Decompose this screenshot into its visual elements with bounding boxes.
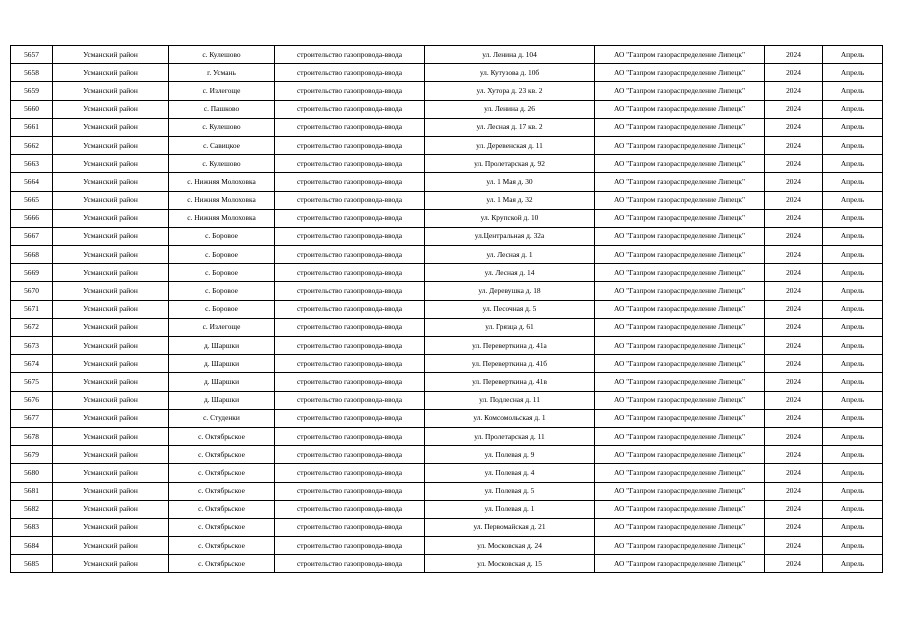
address-cell: ул. Ленина д. 104: [425, 46, 595, 64]
organization-cell: АО "Газпром газораспределение Липецк": [595, 391, 765, 409]
work-type-cell: строительство газопровода-ввода: [275, 464, 425, 482]
work-type-cell: строительство газопровода-ввода: [275, 300, 425, 318]
year-cell: 2024: [765, 391, 823, 409]
month-cell: Апрель: [823, 282, 883, 300]
settlement-cell: с. Пашково: [169, 100, 275, 118]
month-cell: Апрель: [823, 300, 883, 318]
table-row: [11, 82, 883, 100]
table-row: [11, 155, 883, 173]
district-cell: Усманский район: [53, 500, 169, 518]
work-type-cell: строительство газопровода-ввода: [275, 100, 425, 118]
row-number-cell: 5670: [11, 282, 53, 300]
month-cell: Апрель: [823, 537, 883, 555]
organization-cell: АО "Газпром газораспределение Липецк": [595, 209, 765, 227]
month-cell: Апрель: [823, 246, 883, 264]
table-row: [11, 427, 883, 445]
year-cell: 2024: [765, 318, 823, 336]
settlement-cell: с. Октябрьское: [169, 446, 275, 464]
year-cell: 2024: [765, 155, 823, 173]
organization-cell: АО "Газпром газораспределение Липецк": [595, 191, 765, 209]
row-number-cell: 5677: [11, 409, 53, 427]
settlement-cell: с. Нижняя Молоховка: [169, 173, 275, 191]
month-cell: Апрель: [823, 464, 883, 482]
settlement-cell: с. Савицкое: [169, 136, 275, 154]
address-cell: ул. Полевая д. 1: [425, 500, 595, 518]
row-number-cell: 5661: [11, 118, 53, 136]
address-cell: ул. Деревенская д. 11: [425, 136, 595, 154]
work-type-cell: строительство газопровода-ввода: [275, 318, 425, 336]
month-cell: Апрель: [823, 209, 883, 227]
row-number-cell: 5676: [11, 391, 53, 409]
work-type-cell: строительство газопровода-ввода: [275, 373, 425, 391]
district-cell: Усманский район: [53, 173, 169, 191]
table-row: [11, 446, 883, 464]
district-cell: Усманский район: [53, 64, 169, 82]
settlement-cell: с. Октябрьское: [169, 482, 275, 500]
settlement-cell: с. Кулешово: [169, 155, 275, 173]
settlement-cell: с. Кулешово: [169, 118, 275, 136]
organization-cell: АО "Газпром газораспределение Липецк": [595, 136, 765, 154]
row-number-cell: 5681: [11, 482, 53, 500]
row-number-cell: 5662: [11, 136, 53, 154]
month-cell: Апрель: [823, 100, 883, 118]
district-cell: Усманский район: [53, 100, 169, 118]
year-cell: 2024: [765, 209, 823, 227]
year-cell: 2024: [765, 446, 823, 464]
month-cell: Апрель: [823, 191, 883, 209]
address-cell: ул. Переверткина д. 41б: [425, 355, 595, 373]
year-cell: 2024: [765, 173, 823, 191]
table-row: [11, 500, 883, 518]
table-row: [11, 173, 883, 191]
table-row: [11, 464, 883, 482]
month-cell: Апрель: [823, 82, 883, 100]
work-type-cell: строительство газопровода-ввода: [275, 64, 425, 82]
row-number-cell: 5657: [11, 46, 53, 64]
row-number-cell: 5667: [11, 227, 53, 245]
settlement-cell: с. Студенки: [169, 409, 275, 427]
district-cell: Усманский район: [53, 282, 169, 300]
settlement-cell: с. Излегоще: [169, 82, 275, 100]
address-cell: ул. Кутузова д. 10б: [425, 64, 595, 82]
month-cell: Апрель: [823, 264, 883, 282]
organization-cell: АО "Газпром газораспределение Липецк": [595, 246, 765, 264]
work-type-cell: строительство газопровода-ввода: [275, 446, 425, 464]
work-type-cell: строительство газопровода-ввода: [275, 355, 425, 373]
district-cell: Усманский район: [53, 191, 169, 209]
district-cell: Усманский район: [53, 82, 169, 100]
table-row: [11, 227, 883, 245]
settlement-cell: г. Усмань: [169, 64, 275, 82]
year-cell: 2024: [765, 191, 823, 209]
month-cell: Апрель: [823, 555, 883, 573]
address-cell: ул. Подлесная д. 11: [425, 391, 595, 409]
work-type-cell: строительство газопровода-ввода: [275, 518, 425, 536]
work-type-cell: строительство газопровода-ввода: [275, 136, 425, 154]
address-cell: ул. Комсомольская д. 1: [425, 409, 595, 427]
row-number-cell: 5664: [11, 173, 53, 191]
table-row: [11, 409, 883, 427]
month-cell: Апрель: [823, 227, 883, 245]
organization-cell: АО "Газпром газораспределение Липецк": [595, 446, 765, 464]
organization-cell: АО "Газпром газораспределение Липецк": [595, 173, 765, 191]
organization-cell: АО "Газпром газораспределение Липецк": [595, 264, 765, 282]
settlement-cell: с. Октябрьское: [169, 427, 275, 445]
table-row: [11, 318, 883, 336]
month-cell: Апрель: [823, 482, 883, 500]
table-row: [11, 391, 883, 409]
district-cell: Усманский район: [53, 46, 169, 64]
organization-cell: АО "Газпром газораспределение Липецк": [595, 373, 765, 391]
address-cell: ул. Пролетарская д. 11: [425, 427, 595, 445]
organization-cell: АО "Газпром газораспределение Липецк": [595, 427, 765, 445]
district-cell: Усманский район: [53, 555, 169, 573]
organization-cell: АО "Газпром газораспределение Липецк": [595, 118, 765, 136]
organization-cell: АО "Газпром газораспределение Липецк": [595, 464, 765, 482]
month-cell: Апрель: [823, 46, 883, 64]
settlement-cell: с. Октябрьское: [169, 537, 275, 555]
organization-cell: АО "Газпром газораспределение Липецк": [595, 409, 765, 427]
district-cell: Усманский район: [53, 446, 169, 464]
year-cell: 2024: [765, 337, 823, 355]
row-number-cell: 5668: [11, 246, 53, 264]
settlement-cell: с. Нижняя Молоховка: [169, 191, 275, 209]
row-number-cell: 5659: [11, 82, 53, 100]
year-cell: 2024: [765, 246, 823, 264]
table-row: [11, 246, 883, 264]
district-cell: Усманский район: [53, 391, 169, 409]
year-cell: 2024: [765, 282, 823, 300]
row-number-cell: 5675: [11, 373, 53, 391]
table-row: [11, 264, 883, 282]
month-cell: Апрель: [823, 64, 883, 82]
address-cell: ул. Деревушка д. 18: [425, 282, 595, 300]
row-number-cell: 5658: [11, 64, 53, 82]
work-type-cell: строительство газопровода-ввода: [275, 173, 425, 191]
work-type-cell: строительство газопровода-ввода: [275, 337, 425, 355]
work-type-cell: строительство газопровода-ввода: [275, 427, 425, 445]
work-type-cell: строительство газопровода-ввода: [275, 555, 425, 573]
month-cell: Апрель: [823, 500, 883, 518]
table-row: [11, 373, 883, 391]
work-type-cell: строительство газопровода-ввода: [275, 82, 425, 100]
work-type-cell: строительство газопровода-ввода: [275, 409, 425, 427]
organization-cell: АО "Газпром газораспределение Липецк": [595, 555, 765, 573]
district-cell: Усманский район: [53, 355, 169, 373]
district-cell: Усманский район: [53, 518, 169, 536]
organization-cell: АО "Газпром газораспределение Липецк": [595, 355, 765, 373]
month-cell: Апрель: [823, 446, 883, 464]
year-cell: 2024: [765, 355, 823, 373]
row-number-cell: 5680: [11, 464, 53, 482]
work-type-cell: строительство газопровода-ввода: [275, 482, 425, 500]
organization-cell: АО "Газпром газораспределение Липецк": [595, 300, 765, 318]
row-number-cell: 5666: [11, 209, 53, 227]
month-cell: Апрель: [823, 409, 883, 427]
organization-cell: АО "Газпром газораспределение Липецк": [595, 282, 765, 300]
month-cell: Апрель: [823, 118, 883, 136]
district-cell: Усманский район: [53, 427, 169, 445]
settlement-cell: д. Шаршки: [169, 373, 275, 391]
settlement-cell: с. Боровое: [169, 282, 275, 300]
address-cell: ул. Песочная д. 5: [425, 300, 595, 318]
year-cell: 2024: [765, 537, 823, 555]
year-cell: 2024: [765, 500, 823, 518]
row-number-cell: 5665: [11, 191, 53, 209]
row-number-cell: 5683: [11, 518, 53, 536]
settlement-cell: с. Боровое: [169, 246, 275, 264]
address-cell: ул. Лесная д. 14: [425, 264, 595, 282]
month-cell: Апрель: [823, 518, 883, 536]
district-cell: Усманский район: [53, 209, 169, 227]
table-body: [11, 46, 883, 573]
address-cell: ул. Лесная д. 17 кв. 2: [425, 118, 595, 136]
district-cell: Усманский район: [53, 264, 169, 282]
work-type-cell: строительство газопровода-ввода: [275, 46, 425, 64]
row-number-cell: 5674: [11, 355, 53, 373]
gasification-table: [10, 45, 883, 573]
year-cell: 2024: [765, 518, 823, 536]
district-cell: Усманский район: [53, 300, 169, 318]
year-cell: 2024: [765, 118, 823, 136]
settlement-cell: с. Октябрьское: [169, 464, 275, 482]
address-cell: ул. Ленина д. 26: [425, 100, 595, 118]
organization-cell: АО "Газпром газораспределение Липецк": [595, 82, 765, 100]
month-cell: Апрель: [823, 318, 883, 336]
organization-cell: АО "Газпром газораспределение Липецк": [595, 482, 765, 500]
document-page: [10, 45, 882, 573]
address-cell: ул. Московская д. 15: [425, 555, 595, 573]
row-number-cell: 5678: [11, 427, 53, 445]
table-row: [11, 191, 883, 209]
year-cell: 2024: [765, 264, 823, 282]
table-row: [11, 518, 883, 536]
address-cell: ул. Переверткина д. 41в: [425, 373, 595, 391]
month-cell: Апрель: [823, 337, 883, 355]
year-cell: 2024: [765, 409, 823, 427]
table-row: [11, 100, 883, 118]
district-cell: Усманский район: [53, 537, 169, 555]
row-number-cell: 5685: [11, 555, 53, 573]
year-cell: 2024: [765, 64, 823, 82]
year-cell: 2024: [765, 427, 823, 445]
settlement-cell: с. Октябрьское: [169, 518, 275, 536]
address-cell: ул. 1 Мая д. 32: [425, 191, 595, 209]
table-row: [11, 537, 883, 555]
address-cell: ул. 1 Мая д. 30: [425, 173, 595, 191]
settlement-cell: д. Шаршки: [169, 337, 275, 355]
month-cell: Апрель: [823, 136, 883, 154]
settlement-cell: д. Шаршки: [169, 391, 275, 409]
district-cell: Усманский район: [53, 373, 169, 391]
work-type-cell: строительство газопровода-ввода: [275, 282, 425, 300]
row-number-cell: 5669: [11, 264, 53, 282]
month-cell: Апрель: [823, 373, 883, 391]
district-cell: Усманский район: [53, 155, 169, 173]
row-number-cell: 5684: [11, 537, 53, 555]
month-cell: Апрель: [823, 427, 883, 445]
year-cell: 2024: [765, 300, 823, 318]
address-cell: ул.Центральная д. 32а: [425, 227, 595, 245]
settlement-cell: с. Боровое: [169, 264, 275, 282]
table-row: [11, 282, 883, 300]
work-type-cell: строительство газопровода-ввода: [275, 155, 425, 173]
work-type-cell: строительство газопровода-ввода: [275, 264, 425, 282]
table-row: [11, 337, 883, 355]
organization-cell: АО "Газпром газораспределение Липецк": [595, 518, 765, 536]
settlement-cell: с. Боровое: [169, 300, 275, 318]
row-number-cell: 5671: [11, 300, 53, 318]
work-type-cell: строительство газопровода-ввода: [275, 500, 425, 518]
settlement-cell: с. Нижняя Молоховка: [169, 209, 275, 227]
year-cell: 2024: [765, 227, 823, 245]
table-row: [11, 355, 883, 373]
row-number-cell: 5682: [11, 500, 53, 518]
settlement-cell: д. Шаршки: [169, 355, 275, 373]
district-cell: Усманский район: [53, 482, 169, 500]
table-row: [11, 136, 883, 154]
settlement-cell: с. Октябрьское: [169, 555, 275, 573]
work-type-cell: строительство газопровода-ввода: [275, 209, 425, 227]
work-type-cell: строительство газопровода-ввода: [275, 246, 425, 264]
settlement-cell: с. Боровое: [169, 227, 275, 245]
year-cell: 2024: [765, 82, 823, 100]
organization-cell: АО "Газпром газораспределение Липецк": [595, 337, 765, 355]
settlement-cell: с. Кулешово: [169, 46, 275, 64]
organization-cell: АО "Газпром газораспределение Липецк": [595, 100, 765, 118]
district-cell: Усманский район: [53, 337, 169, 355]
organization-cell: АО "Газпром газораспределение Липецк": [595, 64, 765, 82]
address-cell: ул. Первомайская д. 21: [425, 518, 595, 536]
address-cell: ул. Хутора д. 23 кв. 2: [425, 82, 595, 100]
row-number-cell: 5660: [11, 100, 53, 118]
row-number-cell: 5663: [11, 155, 53, 173]
address-cell: ул. Пролетарская д. 92: [425, 155, 595, 173]
month-cell: Апрель: [823, 155, 883, 173]
year-cell: 2024: [765, 482, 823, 500]
address-cell: ул. Лесная д. 1: [425, 246, 595, 264]
row-number-cell: 5673: [11, 337, 53, 355]
work-type-cell: строительство газопровода-ввода: [275, 391, 425, 409]
table-row: [11, 209, 883, 227]
organization-cell: АО "Газпром газораспределение Липецк": [595, 227, 765, 245]
organization-cell: АО "Газпром газораспределение Липецк": [595, 537, 765, 555]
address-cell: ул. Полевая д. 9: [425, 446, 595, 464]
month-cell: Апрель: [823, 391, 883, 409]
settlement-cell: с. Излегоще: [169, 318, 275, 336]
table-row: [11, 482, 883, 500]
organization-cell: АО "Газпром газораспределение Липецк": [595, 155, 765, 173]
table-row: [11, 555, 883, 573]
address-cell: ул. Переверткина д. 41а: [425, 337, 595, 355]
district-cell: Усманский район: [53, 409, 169, 427]
district-cell: Усманский район: [53, 136, 169, 154]
month-cell: Апрель: [823, 355, 883, 373]
organization-cell: АО "Газпром газораспределение Липецк": [595, 318, 765, 336]
district-cell: Усманский район: [53, 227, 169, 245]
table-row: [11, 300, 883, 318]
year-cell: 2024: [765, 46, 823, 64]
work-type-cell: строительство газопровода-ввода: [275, 537, 425, 555]
year-cell: 2024: [765, 464, 823, 482]
district-cell: Усманский район: [53, 464, 169, 482]
address-cell: ул. Полевая д. 4: [425, 464, 595, 482]
table-row: [11, 64, 883, 82]
district-cell: Усманский район: [53, 118, 169, 136]
year-cell: 2024: [765, 373, 823, 391]
work-type-cell: строительство газопровода-ввода: [275, 191, 425, 209]
work-type-cell: строительство газопровода-ввода: [275, 227, 425, 245]
address-cell: ул. Крупской д. 10: [425, 209, 595, 227]
address-cell: ул. Полевая д. 5: [425, 482, 595, 500]
address-cell: ул. Грязца д. 61: [425, 318, 595, 336]
table-row: [11, 118, 883, 136]
address-cell: ул. Московская д. 24: [425, 537, 595, 555]
year-cell: 2024: [765, 555, 823, 573]
organization-cell: АО "Газпром газораспределение Липецк": [595, 46, 765, 64]
table-row: [11, 46, 883, 64]
work-type-cell: строительство газопровода-ввода: [275, 118, 425, 136]
district-cell: Усманский район: [53, 318, 169, 336]
year-cell: 2024: [765, 136, 823, 154]
district-cell: Усманский район: [53, 246, 169, 264]
organization-cell: АО "Газпром газораспределение Липецк": [595, 500, 765, 518]
month-cell: Апрель: [823, 173, 883, 191]
row-number-cell: 5672: [11, 318, 53, 336]
row-number-cell: 5679: [11, 446, 53, 464]
settlement-cell: с. Октябрьское: [169, 500, 275, 518]
year-cell: 2024: [765, 100, 823, 118]
